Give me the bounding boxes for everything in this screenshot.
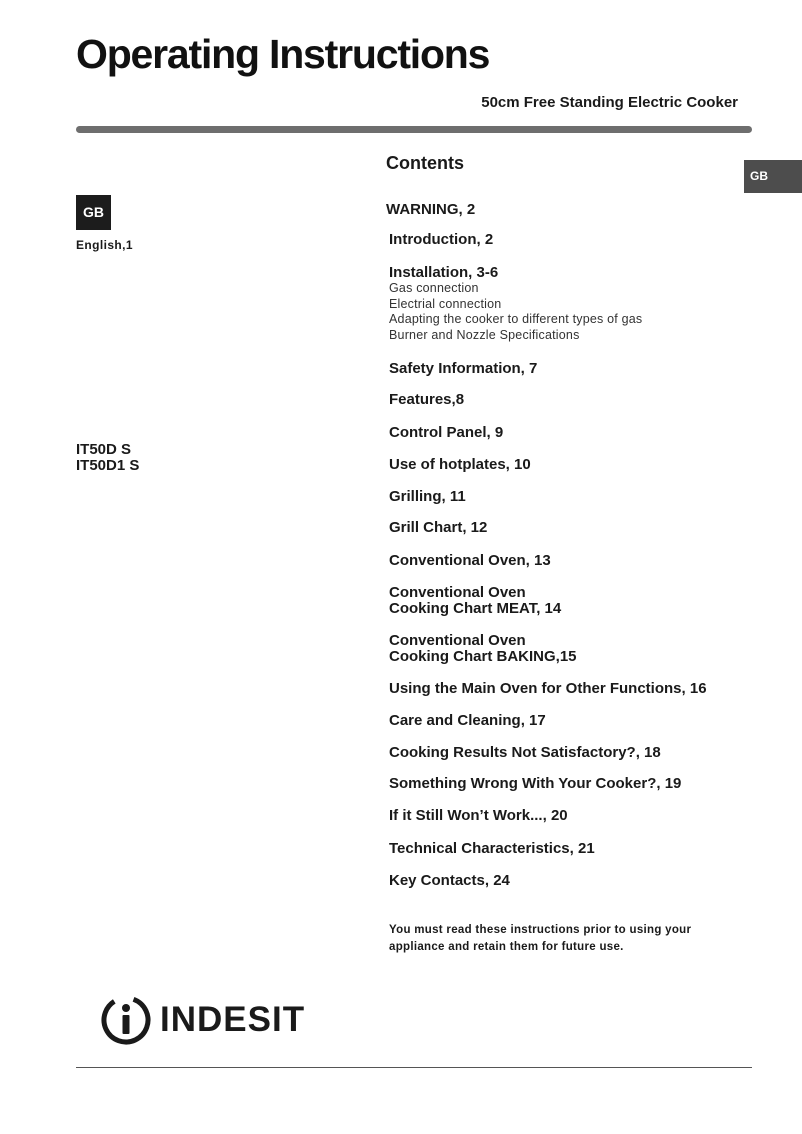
contents-heading: Contents bbox=[386, 153, 464, 173]
model-numbers bbox=[76, 442, 139, 474]
toc-item: Use of hotplates, 10 bbox=[389, 456, 531, 473]
toc-item: Control Panel, 9 bbox=[389, 424, 504, 441]
indesit-logo bbox=[100, 994, 305, 1046]
document-subtitle: 50cm Free Standing Electric Cooker bbox=[481, 94, 738, 111]
toc-item: Grill Chart, 12 bbox=[389, 519, 488, 536]
toc-subitem: Burner and Nozzle Specifications bbox=[389, 327, 580, 342]
indesit-mark-icon bbox=[100, 994, 152, 1046]
toc-item: Care and Cleaning, 17 bbox=[389, 712, 546, 729]
language-side-tab: GB bbox=[744, 160, 802, 193]
toc-subitem: Gas connection bbox=[389, 281, 479, 295]
toc-item: Introduction, 2 bbox=[389, 231, 494, 248]
toc-item: Features,8 bbox=[389, 391, 465, 408]
toc-item: Conventional Oven Cooking Chart MEAT, 14 bbox=[389, 584, 562, 617]
read-instructions-notice: You must read these instructions prior to using your appliance and retain them for future use. bbox=[389, 924, 692, 953]
toc-item: Using the Main Oven for Other Functions, 16 bbox=[389, 680, 707, 697]
toc-item: Cooking Results Not Satisfactory?, 18 bbox=[389, 744, 661, 761]
toc-item: Grilling, 11 bbox=[389, 488, 466, 505]
toc-subitem: Adapting the cooker to different types of gas bbox=[389, 312, 643, 326]
model-number: IT50D S bbox=[76, 441, 132, 458]
toc-item: Key Contacts, 24 bbox=[389, 872, 510, 889]
model-number: IT50D1 S bbox=[76, 457, 140, 474]
toc-warning: WARNING, 2 bbox=[386, 201, 476, 218]
header-divider bbox=[76, 126, 752, 133]
toc-item: Safety Information, 7 bbox=[389, 360, 538, 377]
brand-name: INDESIT bbox=[160, 1000, 306, 1039]
language-index: English,1 bbox=[76, 238, 133, 252]
footer-divider bbox=[76, 1067, 752, 1068]
toc-item: Technical Characteristics, 21 bbox=[389, 840, 595, 857]
toc-item: If it Still Won’t Work..., 20 bbox=[389, 807, 568, 824]
toc-item: Conventional Oven, 13 bbox=[389, 552, 551, 569]
toc-item: Installation, 3-6 Gas connection Electrial connection Adapting the cooker to different types of gas Burner and Nozzle Specifications bbox=[389, 264, 643, 342]
toc-item: Conventional Oven Cooking Chart BAKING,15 bbox=[389, 632, 577, 665]
toc-item: Something Wrong With Your Cooker?, 19 bbox=[389, 775, 682, 792]
document-title: Operating Instructions bbox=[76, 31, 490, 77]
toc-subitem: Electrial connection bbox=[389, 296, 502, 311]
country-code-badge: GB bbox=[76, 195, 111, 230]
